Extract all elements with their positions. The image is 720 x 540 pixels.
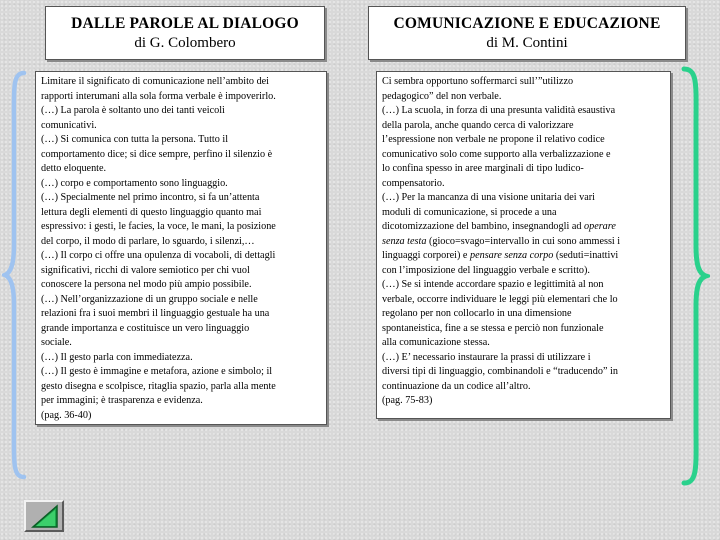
- left-text-line: grande importanza e costituisce un vero linguaggio: [41, 322, 250, 334]
- left-text-line: (…) Nell’organizzazione di un gruppo sociale e nelle: [41, 293, 258, 305]
- right-text-line: [382, 293, 666, 308]
- right-text-line: [382, 380, 666, 395]
- left-text-line: (…) Specialmente nel primo incontro, si fa un’attenta: [41, 192, 260, 203]
- text-segment: compensatorio.: [382, 177, 445, 189]
- text-segment: verbale, occorre individuare le leggi più elementari che lo: [382, 293, 618, 305]
- left-text-line: (…) La parola è soltanto uno dei tanti veicoli: [41, 105, 225, 116]
- right-text-line: [382, 307, 666, 322]
- left-text-line: gesto disegna e scolpisce, ritaglia spazio, parla alla mente: [41, 380, 276, 392]
- right-text-line: [382, 191, 666, 206]
- right-text-line: [382, 119, 666, 134]
- italic-text-segment: operare: [584, 221, 616, 232]
- left-text-line: del corpo, il modo di parlare, lo sguardo, i silenzi,…: [41, 235, 255, 247]
- text-segment: dicotomizzazione del bambino, insegnandogli ad: [382, 221, 584, 232]
- right-text-line: [382, 177, 666, 192]
- right-text-line: [382, 133, 666, 148]
- left-text-line: per immagini; è trasparenza e evidenza.: [41, 395, 203, 406]
- italic-text-segment: senza testa: [382, 235, 427, 247]
- right-curly-brace-icon: [676, 66, 710, 486]
- text-segment: lo confina spesso in aree marginali di tipo ludico-: [382, 163, 584, 174]
- text-segment: con l’imposizione del linguaggio verbale e scritto).: [382, 264, 590, 276]
- right-text-line: [382, 104, 666, 119]
- text-segment: (gioco=svago=intervallo in cui sono ammessi i: [426, 235, 621, 247]
- left-text-line: (…) corpo e comportamento sono linguaggio.: [41, 177, 228, 189]
- left-title-box: [45, 6, 325, 60]
- left-text-line: (…) Il gesto parla con immediatezza.: [41, 351, 193, 363]
- right-text-line: [382, 278, 666, 293]
- text-segment: comunicativo solo come supporto alla verbalizzazione e: [382, 148, 611, 160]
- text-segment: diversi tipi di linguaggio, combinandoli e “traducendo” in: [382, 366, 618, 377]
- left-text-line: detto eloquente.: [41, 163, 107, 174]
- text-segment: (…) E’ necessario instaurare la prassi di utilizzare i: [382, 351, 591, 363]
- right-text-line: [382, 90, 666, 105]
- left-text-line: conoscere la persona nel modo più ampio possibile.: [41, 279, 252, 290]
- text-segment: alla comunicazione stessa.: [382, 337, 490, 348]
- right-author: di M. Contini: [486, 34, 568, 51]
- left-text-line: (…) Il gesto è immagine e metafora, azione e simbolo; il: [41, 366, 273, 377]
- left-quote-box: [35, 71, 327, 425]
- left-author: di G. Colombero: [134, 34, 236, 51]
- text-segment: linguaggi corporei) e: [382, 250, 470, 261]
- text-segment: (seduti=inattivi: [553, 250, 619, 261]
- left-text-line: rapporti interumani alla sola forma verbale è impoverirlo.: [41, 90, 276, 102]
- left-text-line: relazioni fra i suoi membri il linguaggio gestuale ha una: [41, 308, 270, 319]
- left-text-line: significativi, ricchi di valore semiotico per chi vuol: [41, 264, 250, 276]
- left-text-line: espressivo: i gesti, le facies, la voce, le mani, la posizione: [41, 221, 276, 232]
- right-text-line: [382, 351, 666, 366]
- left-text-line: (pag. 36-40): [41, 409, 92, 421]
- text-segment: spontaneistica, fine a se stessa e perciò non funzionale: [382, 322, 604, 334]
- right-text-line: [382, 365, 666, 380]
- right-text-line: [382, 249, 666, 264]
- right-text-line: [382, 162, 666, 177]
- text-segment: (…) Se si intende accordare spazio e legittimità al non: [382, 279, 604, 290]
- back-button[interactable]: [24, 500, 64, 532]
- right-title: COMUNICAZIONE E EDUCAZIONE: [393, 14, 661, 32]
- left-title: DALLE PAROLE AL DIALOGO: [71, 14, 299, 32]
- right-text-line: [382, 264, 666, 279]
- right-text-line: [382, 75, 666, 90]
- text-segment: della parola, anche quando cerca di valorizzare: [382, 119, 574, 131]
- right-text-line: [382, 336, 666, 351]
- right-text-line: [382, 235, 666, 250]
- left-text-line: lettura degli elementi di questo linguaggio quanto mai: [41, 206, 262, 218]
- right-text-line: [382, 220, 666, 235]
- right-text-line: [382, 394, 666, 409]
- right-quote-box: [376, 71, 671, 419]
- text-segment: pedagogico” del non verbale.: [382, 90, 502, 102]
- text-segment: continuazione da un codice all’altro.: [382, 380, 531, 392]
- left-text-line: comunicativi.: [41, 119, 97, 131]
- text-segment: moduli di comunicazione, si procede a una: [382, 206, 557, 218]
- right-text-line: [382, 206, 666, 221]
- text-segment: l’espressione non verbale ne propone il relativo codice: [382, 134, 605, 145]
- text-segment: regolano per non collocarlo in una dimensione: [382, 308, 572, 319]
- right-text-line: [382, 148, 666, 163]
- left-text-line: (…) Si comunica con tutta la persona. Tutto il: [41, 134, 229, 145]
- back-arrow-triangle-icon: [30, 504, 60, 530]
- text-segment: (pag. 75-83): [382, 395, 433, 406]
- text-segment: (…) La scuola, in forza di una presunta validità esaustiva: [382, 105, 616, 116]
- left-text-line: (…) Il corpo ci offre una opulenza di vocaboli, di dettagli: [41, 250, 276, 261]
- italic-text-segment: pensare senza corpo: [469, 250, 554, 261]
- right-title-box: [368, 6, 686, 60]
- left-text-line: Limitare il significato di comunicazione nell’ambito dei: [41, 76, 270, 87]
- left-text-line: comportamento dice; si dice sempre, perfino il silenzio è: [41, 148, 273, 160]
- left-curly-brace-icon: [2, 70, 32, 480]
- text-segment: (…) Per la mancanza di una visione unitaria dei vari: [382, 192, 596, 203]
- text-segment: Ci sembra opportuno soffermarci sull’”utilizzo: [382, 76, 574, 87]
- right-text-line: [382, 322, 666, 337]
- left-text-line: sociale.: [41, 337, 72, 348]
